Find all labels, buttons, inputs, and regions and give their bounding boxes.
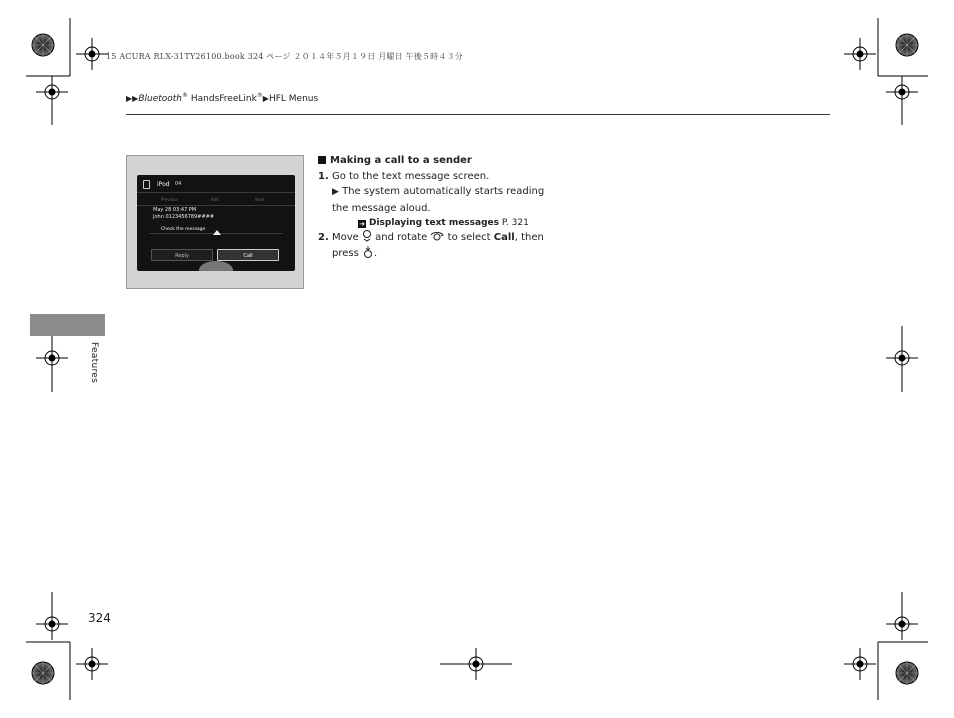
step-1 bbox=[318, 169, 558, 185]
message-sender: John 0123456789#### bbox=[153, 214, 215, 220]
page-number: 324 bbox=[88, 611, 111, 625]
tab-previous: Previous bbox=[161, 197, 178, 202]
crop-mark-top-left bbox=[26, 18, 108, 125]
step-1-text: Go to the text message screen. bbox=[331, 170, 490, 182]
step-2-text: press bbox=[332, 247, 359, 259]
step-1-result-text: The system automatically starts reading the message aloud. bbox=[332, 186, 545, 214]
up-arrow-icon bbox=[213, 230, 221, 235]
interface-dial-arc bbox=[199, 261, 233, 271]
step-2-call-label: Call bbox=[493, 232, 515, 243]
step-1-number: 1. bbox=[318, 170, 329, 182]
xref-arrow-icon: ➔ bbox=[359, 220, 365, 228]
step-2-text: . bbox=[374, 247, 378, 259]
screen-divider bbox=[137, 205, 295, 206]
chapter-label: Features bbox=[89, 342, 99, 384]
step-2-text: to select bbox=[447, 232, 491, 243]
section-heading-text: Making a call to a sender bbox=[330, 155, 472, 166]
step-1-result bbox=[318, 184, 558, 216]
breadcrumb bbox=[126, 92, 318, 104]
breadcrumb-arrow-icon: ▶▶ bbox=[126, 94, 139, 103]
tab-next: Next bbox=[255, 197, 265, 202]
instruction-content bbox=[318, 153, 558, 261]
breadcrumb-arrow-icon: ▶ bbox=[262, 94, 269, 103]
reply-button[interactable]: Reply bbox=[151, 249, 213, 261]
step-2 bbox=[318, 230, 558, 261]
screen-divider bbox=[137, 192, 295, 193]
cross-reference[interactable] bbox=[318, 216, 558, 230]
phone-icon bbox=[143, 180, 150, 189]
xref-label[interactable]: Displaying text messages bbox=[369, 218, 499, 228]
xref-page[interactable]: P. 321 bbox=[501, 218, 529, 228]
breadcrumb-item-hfl-menus[interactable]: HFL Menus bbox=[268, 94, 319, 104]
display-screen bbox=[137, 175, 295, 271]
breadcrumb-item-handsfreelink[interactable]: HandsFreeLink bbox=[188, 94, 257, 104]
tab-edit: Edit bbox=[211, 197, 219, 202]
crop-mark-bottom-left bbox=[26, 592, 108, 700]
screen-title: iPod bbox=[157, 181, 170, 188]
section-heading bbox=[318, 153, 558, 169]
call-button[interactable]: Call bbox=[217, 249, 279, 261]
registered-mark: ® bbox=[182, 92, 189, 99]
step-2-text: , then bbox=[514, 232, 544, 243]
step-2-text: and rotate bbox=[375, 232, 428, 243]
rotate-knob-icon bbox=[430, 230, 444, 242]
check-message-label: Check the message bbox=[161, 227, 206, 232]
crop-mark-top-right bbox=[844, 18, 928, 125]
chapter-tab[interactable] bbox=[30, 314, 105, 336]
joystick-move-icon bbox=[362, 230, 372, 242]
press-knob-icon bbox=[362, 246, 374, 258]
header-rule bbox=[126, 114, 830, 115]
step-2-number: 2. bbox=[318, 232, 329, 243]
step-2-text: Move bbox=[331, 232, 359, 243]
registered-mark: ® bbox=[256, 92, 263, 99]
screen-illustration bbox=[126, 155, 304, 289]
breadcrumb-item-bluetooth[interactable]: Bluetooth bbox=[138, 94, 183, 104]
crop-mark-bottom-right bbox=[844, 592, 928, 700]
message-date: May 28 03:47 PM bbox=[153, 207, 197, 213]
message-count: 04 bbox=[175, 181, 182, 187]
result-arrow-icon: ▶ bbox=[332, 187, 339, 197]
print-header: 15 ACURA RLX-31TY26100.book 324 ページ ２０１４年５月１９日 月曜日 午後５時４３分 bbox=[106, 52, 463, 61]
square-bullet-icon bbox=[318, 156, 326, 164]
